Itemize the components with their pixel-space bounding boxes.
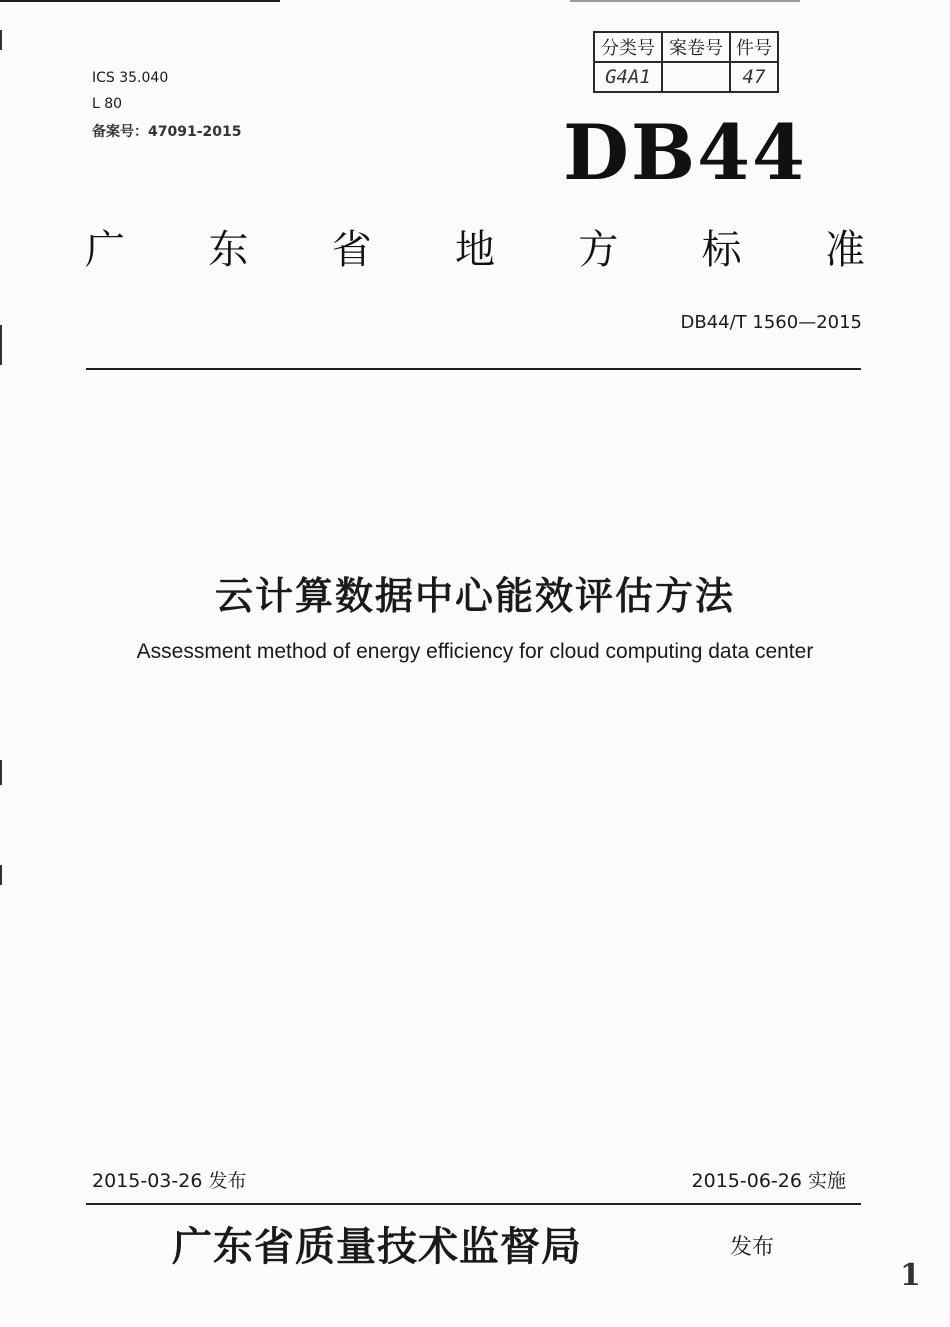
standard-number: DB44/T 1560—2015 xyxy=(680,312,862,333)
stamp-header-category: 分类号 xyxy=(594,32,662,62)
issue-date: 2015-03-26 发布 xyxy=(92,1170,247,1192)
ics-code: ICS 35.040 xyxy=(92,70,169,86)
publish-label: 发布 xyxy=(730,1235,775,1260)
standard-type-char: 准 xyxy=(824,227,865,273)
archive-stamp xyxy=(593,31,779,93)
stamp-value-category: G4A1 xyxy=(594,62,662,92)
publisher-name: 广东省质量技术监督局 xyxy=(172,1223,582,1270)
header-divider xyxy=(86,368,861,370)
record-number: 备案号：47091-2015 xyxy=(92,124,242,140)
standard-type-char: 地 xyxy=(454,227,495,273)
scan-edge-mark xyxy=(0,30,2,50)
standard-type-char: 方 xyxy=(578,227,619,273)
stamp-header-item: 件号 xyxy=(730,32,778,62)
ccs-code: L 80 xyxy=(92,96,123,112)
scan-edge-mark xyxy=(0,325,2,365)
document-title-english: Assessment method of energy efficiency for cloud computing data center xyxy=(136,640,814,663)
db44-logo: DB44 xyxy=(563,108,807,197)
implementation-date: 2015-06-26 实施 xyxy=(691,1170,846,1192)
standard-type-char: 标 xyxy=(701,227,742,273)
scan-edge-mark xyxy=(0,865,2,885)
standard-type-char: 广 xyxy=(85,227,125,273)
standard-type-char: 东 xyxy=(208,227,249,273)
scan-edge-mark xyxy=(0,760,2,785)
document-title-chinese: 云计算数据中心能效评估方法 xyxy=(214,574,735,618)
scan-edge-line xyxy=(570,0,800,2)
stamp-header-file: 案卷号 xyxy=(662,32,730,62)
standard-type-title xyxy=(85,218,865,275)
stamp-value-item: 47 xyxy=(730,62,778,92)
scan-edge-line xyxy=(0,0,280,2)
page-mark: 1 xyxy=(900,1258,921,1293)
footer-divider xyxy=(86,1203,861,1205)
standard-type-char: 省 xyxy=(331,227,372,273)
stamp-value-file xyxy=(662,62,730,92)
